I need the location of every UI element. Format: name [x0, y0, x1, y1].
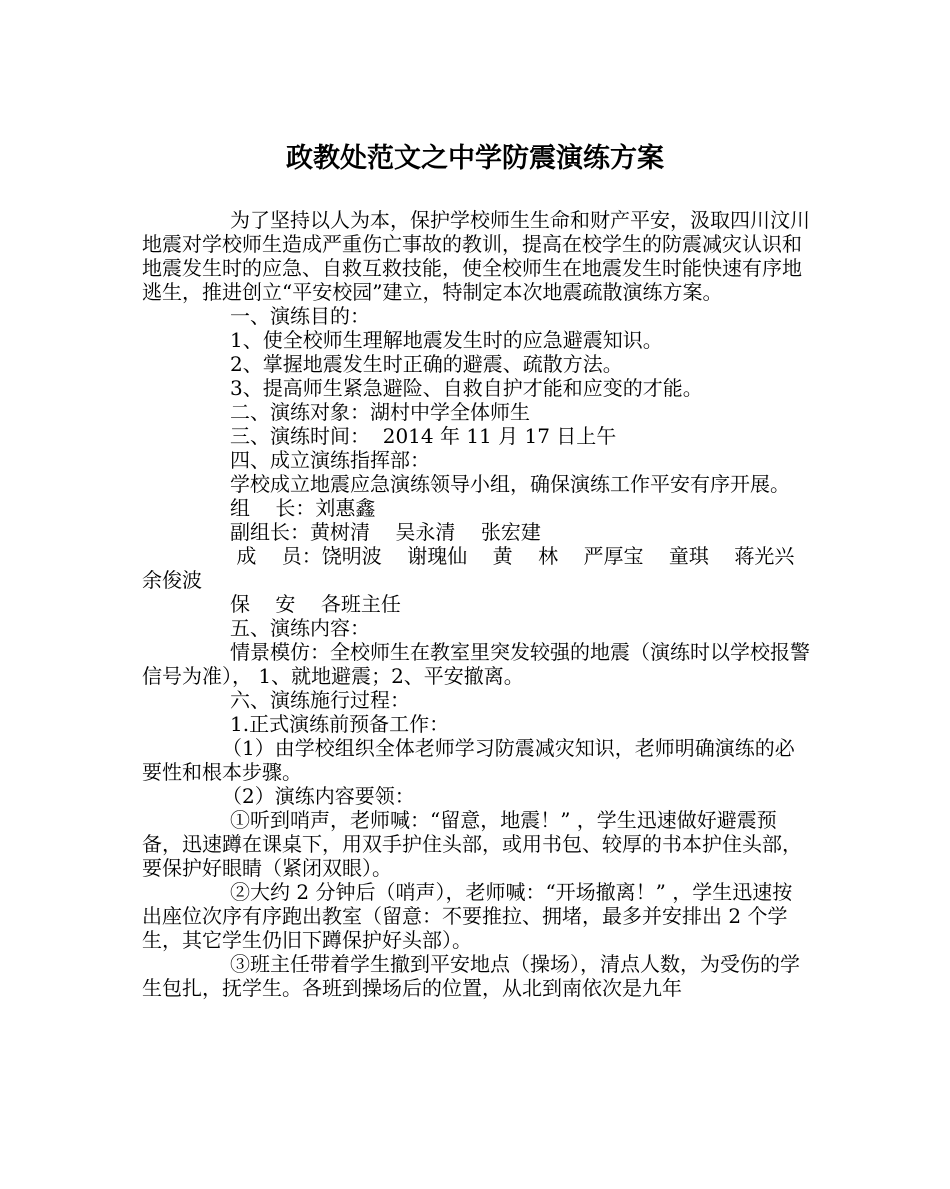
process-step-1: 1.正式演练前预备工作：	[230, 712, 450, 736]
heading-time: 三、演练时间： 2014 年 11 月 17 日上午	[230, 424, 617, 448]
team-members: 成 员：饶明波 谢瑰仙 黄 林 严厚宝 童琪 蒋光兴 余俊波	[142, 544, 820, 592]
team-leader: 组 长：刘惠鑫	[230, 496, 376, 520]
process-sub-1: （1）由学校组织全体老师学习防震减灾知识，老师明确演练的必要性和根本步骤。	[142, 736, 795, 784]
process-point-3: ③班主任带着学生撤到平安地点（操场），清点人数，为受伤的学生包扎，抚学生。各班到操场后的位置，从北到南依次是九年	[142, 952, 800, 1000]
purpose-item-2: 2、掌握地震发生时正确的避震、疏散方法。	[230, 352, 623, 376]
document-body	[142, 208, 820, 1000]
purpose-item-3: 3、提高师生紧急避险、自救自护才能和应变的才能。	[230, 376, 703, 400]
heading-participants: 二、演练对象：湖村中学全体师生	[230, 400, 530, 424]
process-point-2: ②大约 2 分钟后（哨声），老师喊：“开场撤离！” ，学生迅速按出座位次序有序跑出教室（留意：不要推拉、拥堵，最多并安排出 2 个学生，其它学生仍旧下蹲保护好头部）。	[142, 880, 793, 952]
paragraph-command: 学校成立地震应急演练领导小组，确保演练工作平安有序开展。	[230, 472, 790, 496]
process-sub-2: （2）演练内容要领：	[222, 784, 415, 808]
purpose-item-1: 1、使全校师生理解地震发生时的应急避震知识。	[230, 328, 663, 352]
heading-purpose: 一、演练目的：	[230, 304, 370, 328]
heading-content: 五、演练内容：	[230, 616, 370, 640]
team-deputy: 副组长：黄树清 吴永清 张宏建	[230, 520, 541, 544]
paragraph-intro: 为了坚持以人为本，保护学校师生生命和财产平安，汲取四川汶川地震对学校师生造成严重伤亡事故的教训，提高在校学生的防震减灾认识和地震发生时的应急、自救互救技能，使全校师生在地震发生时能快速有序地逃生，推进创立“平安校园”建立，特制定本次地震疏散演练方案。	[142, 208, 810, 304]
process-point-1: ①听到哨声，老师喊：“留意，地震！” ，学生迅速做好避震预备，迅速蹲在课桌下，用双手护住头部，或用书包、较厚的书本护住头部，要保护好眼睛（紧闭双眼）。	[142, 808, 802, 880]
document-title: 政教处范文之中学防震演练方案	[286, 143, 664, 174]
team-security: 保 安 各班主任	[230, 592, 401, 616]
paragraph-scenario: 情景模仿：全校师生在教室里突发较强的地震（演练时以学校报警信号为准）， 1、就地避震；2、平安撤离。	[142, 640, 810, 688]
heading-command: 四、成立演练指挥部：	[230, 448, 430, 472]
heading-process: 六、演练施行过程：	[230, 688, 410, 712]
